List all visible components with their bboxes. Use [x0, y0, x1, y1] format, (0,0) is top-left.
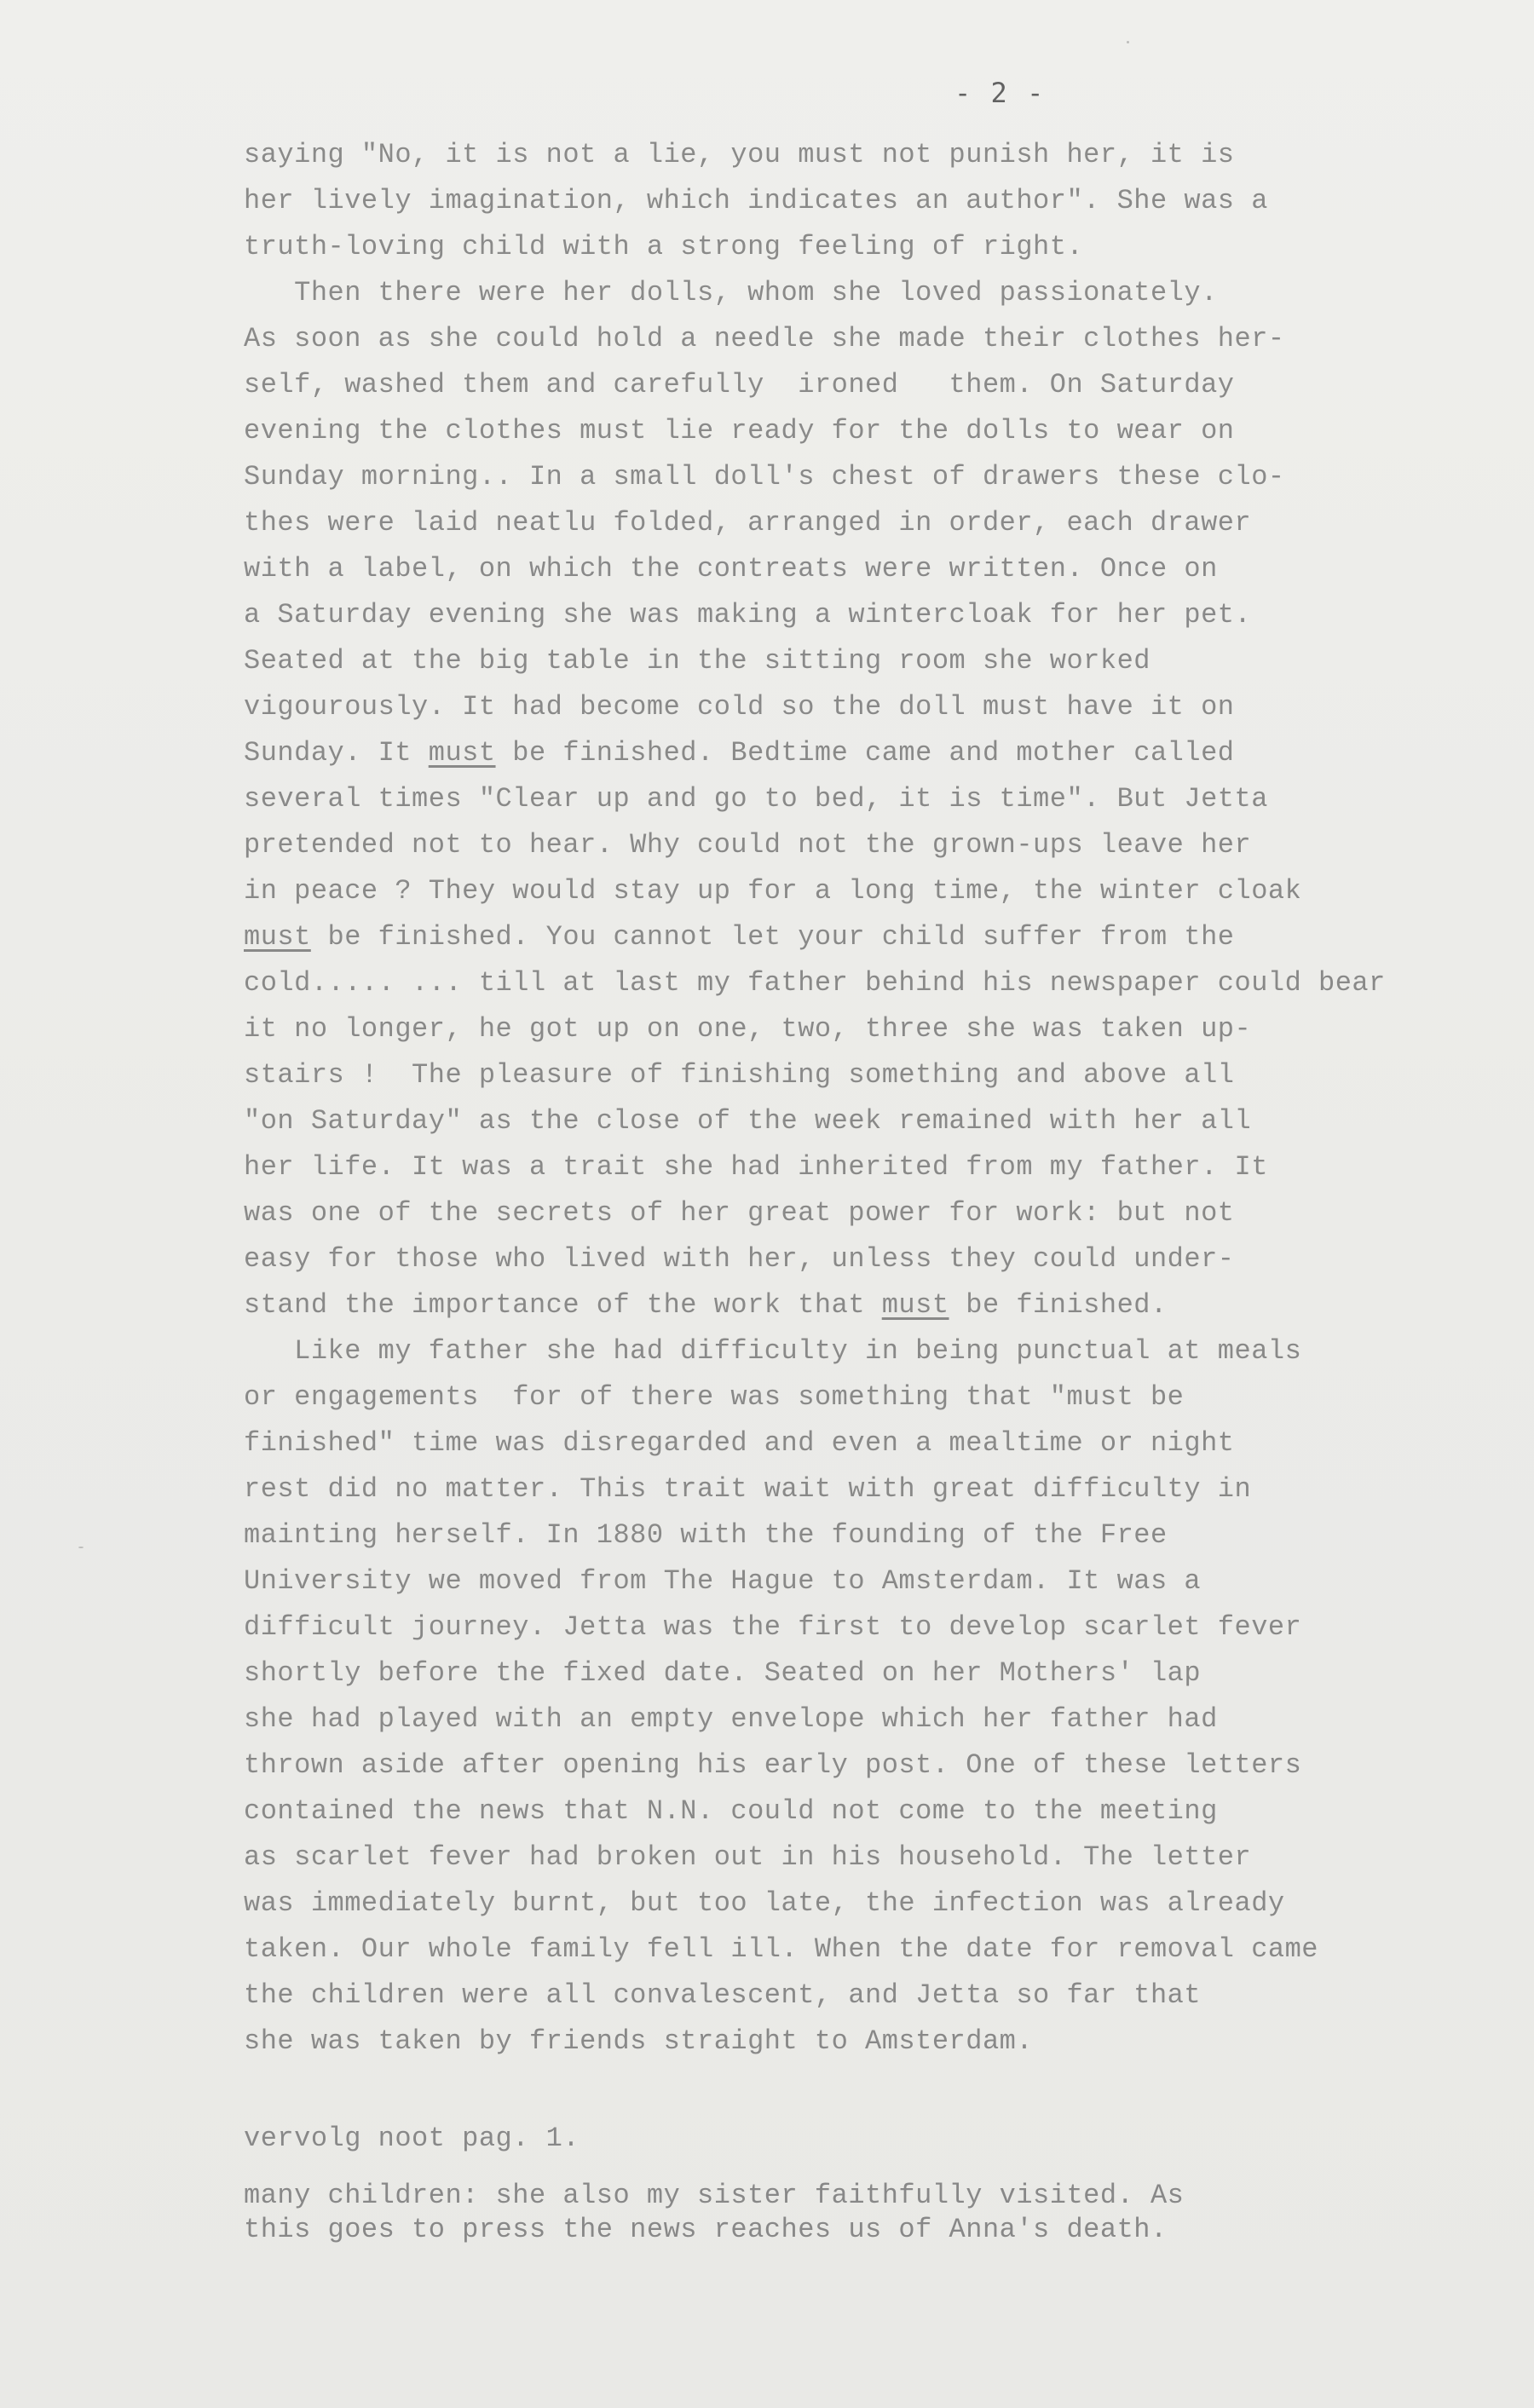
- underlined-word: must: [244, 921, 311, 953]
- text-segment: be finished.: [949, 1289, 1168, 1321]
- text-line: evening the clothes must lie ready for the dolls to wear on: [244, 415, 1235, 446]
- underlined-word: must: [428, 737, 496, 769]
- underlined-word: must: [881, 1289, 949, 1321]
- text-line: contained the news that N.N. could not come to the meeting: [244, 1795, 1218, 1827]
- text-line: taken. Our whole family fell ill. When the date for removal came: [244, 1933, 1318, 1965]
- text-line: stairs ! The pleasure of finishing something and above all: [244, 1059, 1235, 1091]
- text-line: Seated at the big table in the sitting room she worked: [244, 645, 1150, 677]
- text-line: her lively imagination, which indicates an author". She was a: [244, 185, 1268, 216]
- text-line: thes were laid neatlu folded, arranged in order, each drawer: [244, 507, 1252, 539]
- text-line: she was taken by friends straight to Amsterdam.: [244, 2025, 1034, 2057]
- text-line: [244, 1282, 1462, 1328]
- text-line: finished" time was disregarded and even a mealtime or night: [244, 1427, 1235, 1459]
- text-line: or engagements for of there was something that "must be: [244, 1381, 1185, 1413]
- text-segment: stand the importance of the work that: [244, 1289, 882, 1321]
- text-line: Like my father she had difficulty in being punctual at meals: [244, 1335, 1302, 1367]
- text-line: self, washed them and carefully ironed them. On Saturday: [244, 369, 1235, 400]
- text-segment: Sunday. It: [244, 737, 429, 769]
- footnote-text: [244, 2179, 1184, 2247]
- text-line: pretended not to hear. Why could not the grown-ups leave her: [244, 829, 1252, 861]
- text-line: difficult journey. Jetta was the first to develop scarlet fever: [244, 1611, 1302, 1643]
- text-line: rest did no matter. This trait wait with great difficulty in: [244, 1473, 1252, 1505]
- paper-speck: [78, 1547, 84, 1548]
- text-line: with a label, on which the contreats were written. Once on: [244, 553, 1218, 585]
- paper-speck: [1127, 41, 1129, 43]
- text-line: Then there were her dolls, whom she loved passionately.: [244, 277, 1218, 308]
- text-segment: be finished. You cannot let your child suffer from the: [310, 921, 1235, 953]
- text-line: in peace ? They would stay up for a long time, the winter cloak: [244, 875, 1302, 907]
- text-line: it no longer, he got up on one, two, three she was taken up-: [244, 1013, 1252, 1045]
- footnote-reference: vervolg noot pag. 1.: [244, 2123, 580, 2154]
- text-line: several times "Clear up and go to bed, it is time". But Jetta: [244, 783, 1268, 815]
- page-number: - 2 -: [954, 77, 1046, 109]
- text-line: thrown aside after opening his early post. One of these letters: [244, 1749, 1302, 1781]
- text-line: many children: she also my sister faithfully visited. As: [244, 2180, 1185, 2211]
- text-line: she had played with an empty envelope which her father had: [244, 1703, 1218, 1735]
- text-line: the children were all convalescent, and Jetta so far that: [244, 1979, 1202, 2011]
- text-line: easy for those who lived with her, unless they could under-: [244, 1243, 1235, 1275]
- text-line: saying "No, it is not a lie, you must not punish her, it is: [244, 139, 1235, 170]
- text-line: was immediately burnt, but too late, the infection was already: [244, 1887, 1285, 1919]
- text-line: truth-loving child with a strong feeling of right.: [244, 231, 1084, 262]
- text-line: University we moved from The Hague to Amsterdam. It was a: [244, 1565, 1202, 1597]
- text-line: "on Saturday" as the close of the week remained with her all: [244, 1105, 1252, 1137]
- text-line: this goes to press the news reaches us of Anna's death.: [244, 2214, 1168, 2245]
- text-line: as scarlet fever had broken out in his household. The letter: [244, 1841, 1252, 1873]
- text-line: mainting herself. In 1880 with the founding of the Free: [244, 1519, 1168, 1551]
- text-line: a Saturday evening she was making a wintercloak for her pet.: [244, 599, 1252, 631]
- text-line: shortly before the fixed date. Seated on her Mothers' lap: [244, 1657, 1202, 1689]
- text-line: Sunday morning.. In a small doll's chest of drawers these clo-: [244, 461, 1285, 493]
- body-text: [244, 132, 1462, 2065]
- text-line: vigourously. It had become cold so the doll must have it on: [244, 691, 1235, 723]
- text-line: was one of the secrets of her great power for work: but not: [244, 1197, 1235, 1229]
- text-line: cold..... ... till at last my father behind his newspaper could bear: [244, 967, 1386, 999]
- text-segment: be finished. Bedtime came and mother called: [495, 737, 1235, 769]
- text-line: As soon as she could hold a needle she made their clothes her-: [244, 323, 1285, 354]
- text-line: [244, 730, 1462, 776]
- text-line: her life. It was a trait she had inherited from my father. It: [244, 1151, 1268, 1183]
- text-line: [244, 914, 1462, 960]
